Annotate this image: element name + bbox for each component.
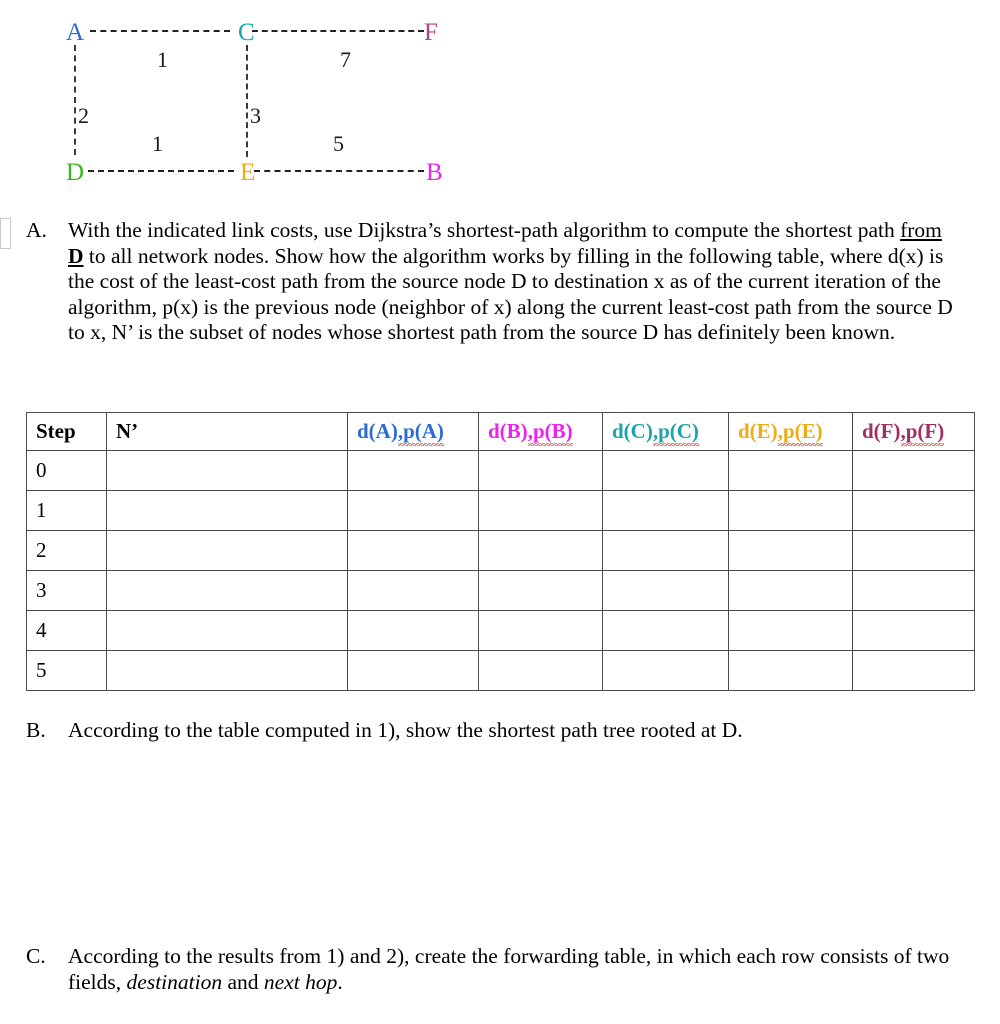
header-d-a-p-a — [348, 413, 479, 451]
link-d-e-line — [88, 170, 234, 172]
cell-dc[interactable] — [603, 531, 729, 571]
cell-de[interactable] — [729, 651, 853, 691]
cell-da[interactable] — [348, 451, 479, 491]
cell-da[interactable] — [348, 611, 479, 651]
table-row[interactable] — [27, 571, 975, 611]
cell-db[interactable] — [479, 611, 603, 651]
node-a: A — [66, 19, 85, 46]
cell-step[interactable]: 4 — [27, 611, 107, 651]
node-d: D — [66, 159, 85, 186]
question-c-part1: According to the results from 1) and 2), create the forwarding table, in which each row consists of two fields, — [68, 944, 950, 994]
cell-step[interactable]: 0 — [27, 451, 107, 491]
question-a-text — [68, 218, 956, 346]
cell-dc[interactable] — [603, 451, 729, 491]
margin-change-bar — [0, 218, 11, 249]
header-d-f: d(F) — [862, 419, 901, 443]
cell-dc[interactable] — [603, 651, 729, 691]
cell-db[interactable] — [479, 531, 603, 571]
cell-dc[interactable] — [603, 571, 729, 611]
table-header-row — [27, 413, 975, 451]
cell-nprime[interactable] — [107, 451, 348, 491]
cell-de[interactable] — [729, 611, 853, 651]
cell-df[interactable] — [853, 651, 975, 691]
cell-de[interactable] — [729, 491, 853, 531]
link-cost-d-e: 1 — [152, 131, 163, 156]
cell-da[interactable] — [348, 491, 479, 531]
table-row[interactable] — [27, 651, 975, 691]
table-row[interactable] — [27, 611, 975, 651]
node-f: F — [424, 19, 438, 46]
question-c-and: and — [222, 969, 264, 994]
header-p-e: ,p(E) — [777, 419, 823, 443]
header-d-f-p-f — [853, 413, 975, 451]
header-d-c: d(C) — [612, 419, 653, 443]
cell-de[interactable] — [729, 571, 853, 611]
dijkstra-steps-table[interactable] — [26, 412, 975, 691]
question-c-destination: destination — [126, 969, 223, 994]
cell-step[interactable]: 2 — [27, 531, 107, 571]
question-c-label: C. — [26, 944, 46, 968]
link-cost-a-d: 2 — [78, 103, 89, 128]
cell-nprime[interactable] — [107, 651, 348, 691]
header-p-a: ,p(A) — [397, 419, 444, 443]
header-d-e-p-e — [729, 413, 853, 451]
question-a-label: A. — [26, 218, 47, 242]
cell-nprime[interactable] — [107, 571, 348, 611]
cell-df[interactable] — [853, 491, 975, 531]
question-c — [26, 944, 956, 995]
cell-da[interactable] — [348, 651, 479, 691]
header-p-b: ,p(B) — [527, 419, 573, 443]
question-c-next-hop: next hop — [263, 969, 338, 994]
cell-de[interactable] — [729, 451, 853, 491]
cell-nprime[interactable] — [107, 491, 348, 531]
question-a — [26, 218, 956, 346]
cell-db[interactable] — [479, 651, 603, 691]
table-row[interactable] — [27, 491, 975, 531]
link-e-b-line — [254, 170, 424, 172]
question-a-part1: With the indicated link costs, use Dijkstra’s shortest-path algorithm to compute the shortest path — [68, 218, 901, 242]
link-cost-a-c: 1 — [157, 47, 168, 72]
question-a-from: from — [900, 218, 942, 242]
cell-nprime[interactable] — [107, 611, 348, 651]
link-a-c-line — [90, 30, 230, 32]
header-d-a: d(A) — [357, 419, 398, 443]
question-c-period: . — [337, 969, 343, 994]
cell-de[interactable] — [729, 531, 853, 571]
cell-da[interactable] — [348, 531, 479, 571]
link-c-f-line — [252, 30, 424, 32]
header-d-b: d(B) — [488, 419, 528, 443]
cell-dc[interactable] — [603, 491, 729, 531]
node-b: B — [426, 159, 443, 186]
node-c: C — [238, 19, 255, 46]
cell-nprime[interactable] — [107, 531, 348, 571]
question-a-part2: to all network nodes. Show how the algorithm works by filling in the following table, where d(x) is the cost of the least-cost path from the source node D to destination x as of the current iteration of the algorithm, p(x) is the previous node (neighbor of x) along the current least-cost path from the source D to x, N’ is the subset of nodes whose shortest path from the source D has definitely been known. — [68, 243, 953, 345]
link-cost-e-b: 5 — [333, 131, 344, 156]
header-d-e: d(E) — [738, 419, 778, 443]
cell-df[interactable] — [853, 451, 975, 491]
cell-df[interactable] — [853, 611, 975, 651]
header-d-c-p-c — [603, 413, 729, 451]
link-a-d-line — [74, 45, 76, 155]
cell-db[interactable] — [479, 571, 603, 611]
table-row[interactable] — [27, 531, 975, 571]
link-cost-c-e: 3 — [250, 103, 261, 128]
question-b-text: According to the table computed in 1), show the shortest path tree rooted at D. — [68, 718, 743, 742]
cell-step[interactable]: 1 — [27, 491, 107, 531]
cell-df[interactable] — [853, 531, 975, 571]
node-e: E — [240, 159, 256, 186]
cell-dc[interactable] — [603, 611, 729, 651]
header-p-f: ,p(F) — [900, 419, 945, 443]
link-c-e-line — [246, 45, 248, 157]
question-b-label: B. — [26, 718, 46, 742]
header-d-b-p-b — [479, 413, 603, 451]
question-a-source-node: D — [68, 243, 84, 268]
cell-da[interactable] — [348, 571, 479, 611]
cell-df[interactable] — [853, 571, 975, 611]
cell-step[interactable]: 3 — [27, 571, 107, 611]
network-topology-diagram — [0, 0, 1000, 200]
question-c-text — [68, 944, 956, 995]
table-row[interactable] — [27, 451, 975, 491]
question-b — [26, 718, 956, 744]
cell-db[interactable] — [479, 491, 603, 531]
cell-step[interactable]: 5 — [27, 651, 107, 691]
header-step: Step — [27, 413, 107, 451]
header-n-prime: N’ — [107, 413, 348, 451]
link-cost-c-f: 7 — [340, 47, 351, 72]
cell-db[interactable] — [479, 451, 603, 491]
header-p-c: ,p(C) — [652, 419, 699, 443]
